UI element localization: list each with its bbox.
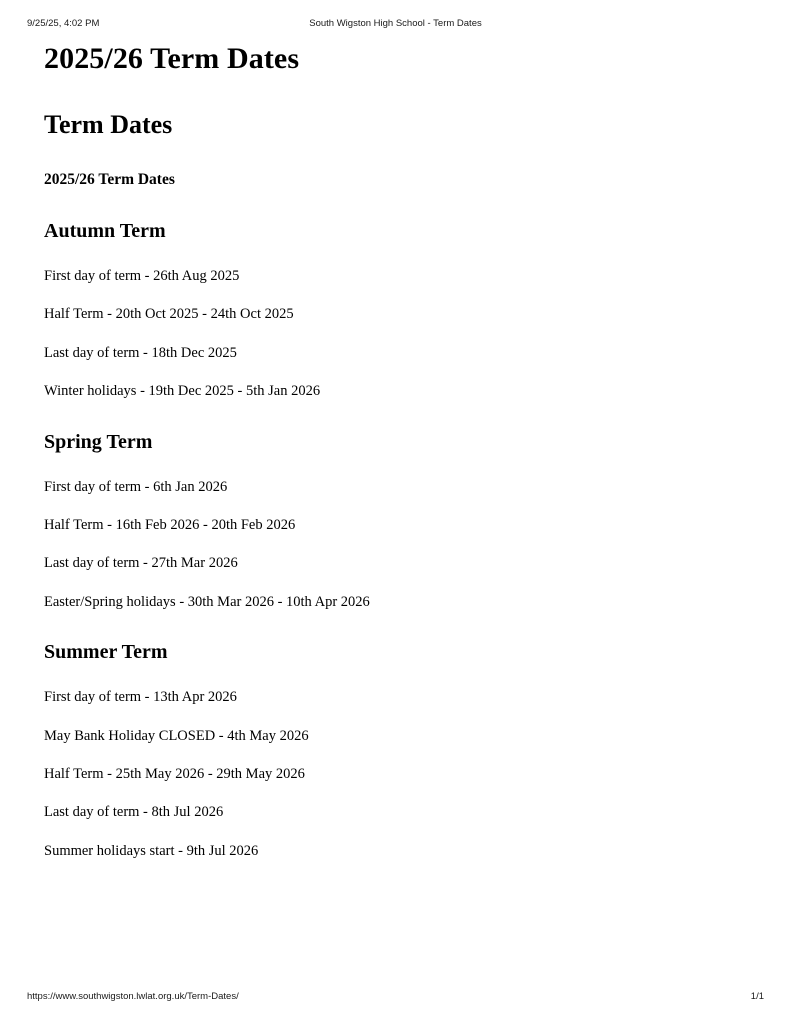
document-content — [44, 42, 744, 860]
print-footer-url: https://www.southwigston.lwlat.org.uk/Term-Dates/ — [27, 991, 239, 1002]
page-title: 2025/26 Term Dates — [44, 42, 300, 75]
term-date-line: May Bank Holiday CLOSED - 4th May 2026 — [44, 727, 309, 744]
term-lines-spring — [44, 479, 744, 612]
term-heading-summer: Summer Term — [44, 641, 168, 664]
term-lines-autumn — [44, 268, 744, 401]
print-header-timestamp: 9/25/25, 4:02 PM — [27, 18, 100, 29]
term-date-line: Half Term - 25th May 2026 - 29th May 2026 — [44, 765, 305, 782]
term-date-line: Last day of term - 18th Dec 2025 — [44, 344, 237, 361]
term-heading-spring: Spring Term — [44, 430, 153, 453]
print-footer — [0, 990, 791, 1004]
term-date-line: Winter holidays - 19th Dec 2025 - 5th Jan 2026 — [44, 383, 321, 400]
term-date-line: First day of term - 13th Apr 2026 — [44, 689, 237, 706]
print-header — [0, 17, 791, 31]
term-date-line: Summer holidays start - 9th Jul 2026 — [44, 842, 259, 859]
term-date-line: Easter/Spring holidays - 30th Mar 2026 - 10th Apr 2026 — [44, 593, 370, 610]
print-footer-page-number: 1/1 — [750, 991, 764, 1002]
term-date-line: Last day of term - 27th Mar 2026 — [44, 555, 238, 572]
term-date-line: Half Term - 16th Feb 2026 - 20th Feb 2026 — [44, 516, 296, 533]
section-heading-term-dates: Term Dates — [44, 109, 173, 139]
subheading-academic-year: 2025/26 Term Dates — [44, 171, 175, 189]
term-date-line: First day of term - 6th Jan 2026 — [44, 478, 228, 495]
term-lines-summer — [44, 689, 744, 860]
term-date-line: Last day of term - 8th Jul 2026 — [44, 804, 224, 821]
print-header-page-title: South Wigston High School - Term Dates — [309, 18, 482, 29]
term-date-line: Half Term - 20th Oct 2025 - 24th Oct 2025 — [44, 306, 294, 323]
term-heading-autumn: Autumn Term — [44, 219, 166, 242]
term-date-line: First day of term - 26th Aug 2025 — [44, 267, 240, 284]
